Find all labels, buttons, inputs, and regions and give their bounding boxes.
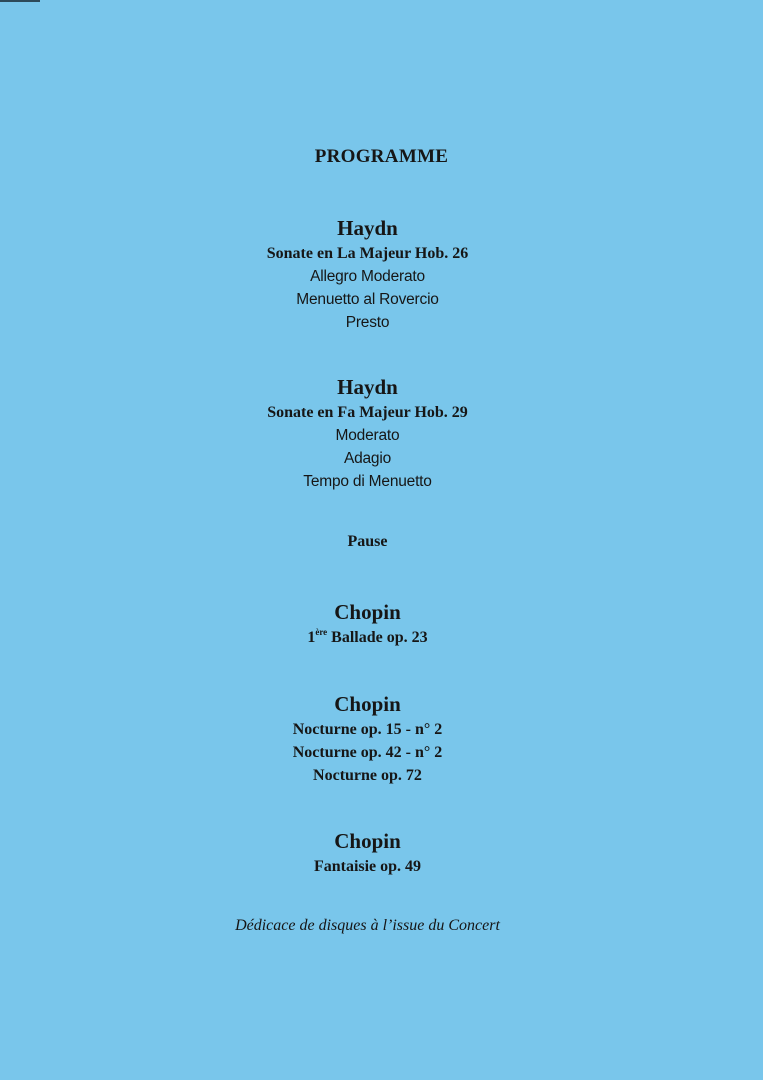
work-title: Nocturne op. 72 [313,767,422,784]
page-title: PROGRAMME [314,146,449,167]
movement: Adagio [343,450,392,467]
work-title: Nocturne op. 42 - n° 2 [292,744,443,761]
composer-name: Haydn [337,375,398,399]
composer-name: Haydn [337,216,398,240]
composer-name: Chopin [334,829,401,853]
work-title: Sonate en La Majeur Hob. 26 [266,245,469,262]
work-title: Fantaisie op. 49 [313,858,422,875]
composer-name: Chopin [334,692,401,716]
work-title [0,626,735,649]
movement: Allegro Moderato [310,268,425,285]
work-title-superscript: ère [315,627,328,637]
work-title: Sonate en Fa Majeur Hob. 29 [267,404,468,421]
movement: Moderato [335,427,400,444]
programme-section-haydn-2 [0,375,735,493]
movement: Tempo di Menuetto [303,473,432,490]
programme-section-chopin-3 [0,829,735,878]
programme-section-chopin-1 [0,600,735,649]
intermission-label: Pause [347,533,388,550]
programme-section-haydn-1 [0,216,735,334]
work-title: Nocturne op. 15 - n° 2 [292,721,443,738]
dedication-note: Dédicace de disques à l’issue du Concert [235,917,500,934]
composer-name: Chopin [334,600,401,624]
scan-edge-mark [0,0,40,2]
programme-section-chopin-2 [0,692,735,787]
work-title-suffix: Ballade op. 23 [327,629,428,646]
movement: Presto [345,314,390,331]
work-title-prefix: 1 [307,629,316,646]
movement: Menuetto al Rovercio [296,291,439,308]
